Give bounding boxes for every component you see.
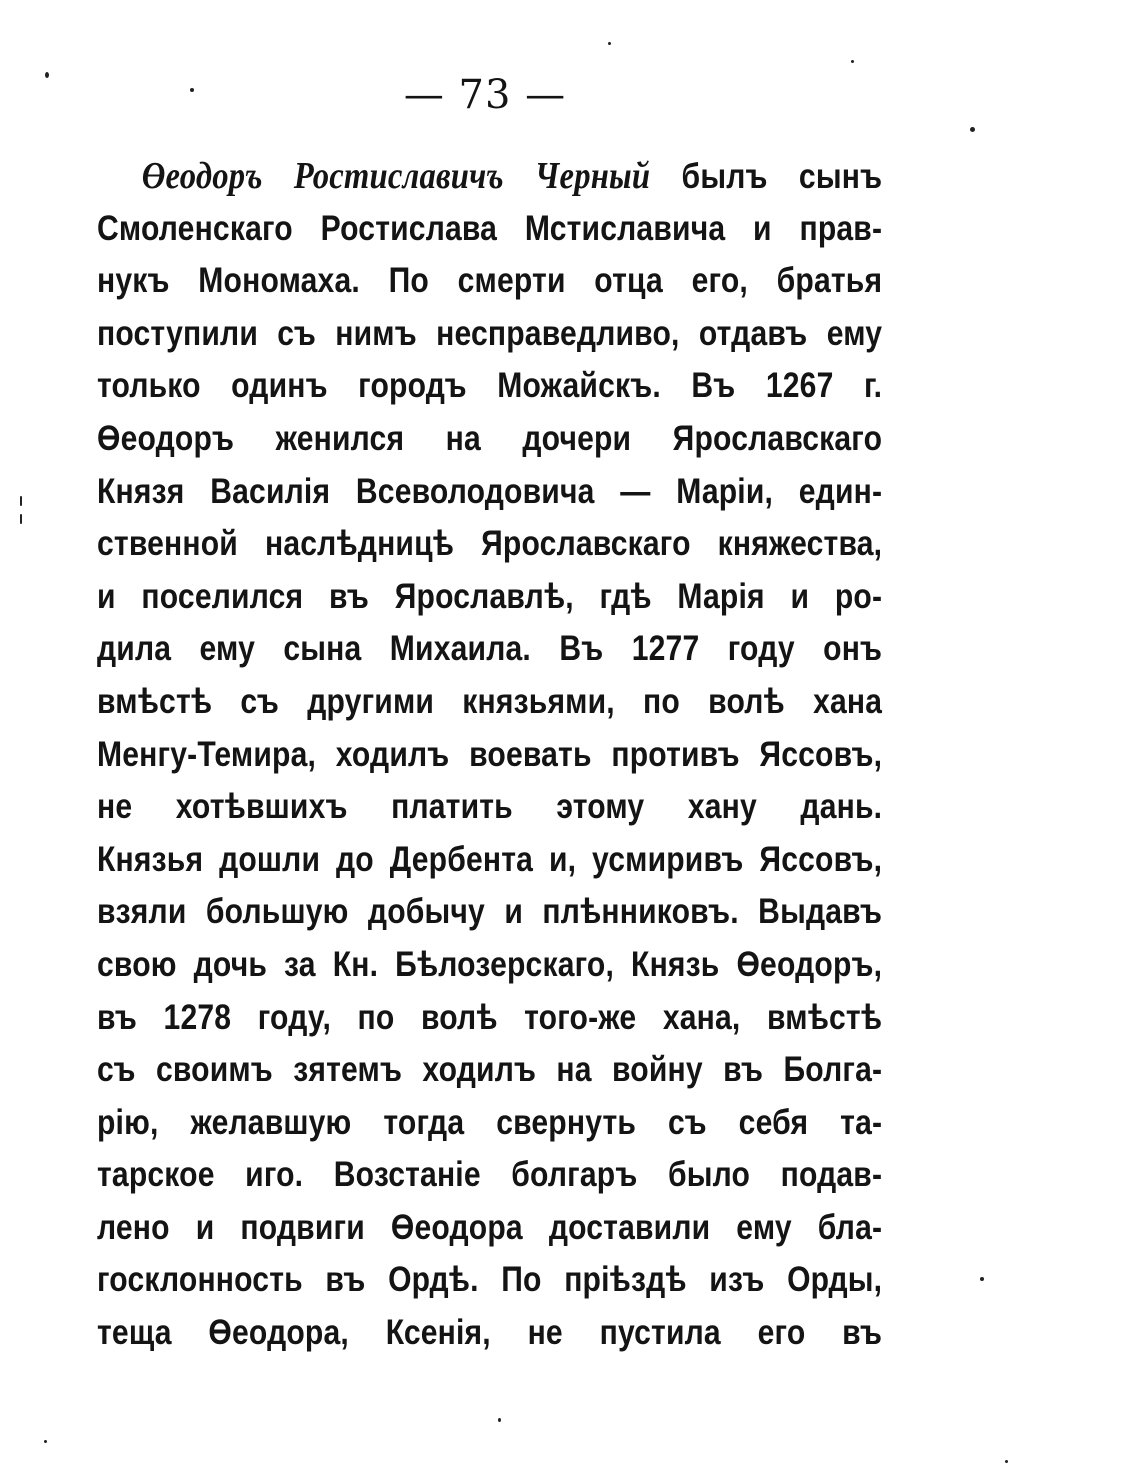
- paragraph-line: Өеодоръ женился на дочери Ярославскаго: [97, 418, 883, 458]
- paragraph-line: въ 1278 году, по волѣ того-же хана, вмѣстѣ: [97, 997, 883, 1037]
- scan-speck: [498, 1418, 501, 1422]
- paragraph-line: свою дочь за Кн. Бѣлозерскаго, Князь Өеодоръ,: [97, 944, 883, 984]
- line-text: былъ сынъ: [650, 157, 883, 196]
- paragraph-line: вмѣстѣ съ другими князьями, по волѣ хана: [97, 681, 883, 721]
- scan-speck: [20, 514, 22, 524]
- paragraph-line: только одинъ городъ Можайскъ. Въ 1267 г.: [97, 366, 883, 406]
- paragraph-line: теща Өеодора, Ксенія, не пустила его въ: [97, 1313, 883, 1353]
- paragraph-line: Менгу-Темира, ходилъ воевать противъ Яссовъ,: [97, 734, 883, 774]
- paragraph-line: лено и подвиги Өеодора доставили ему бла-: [97, 1207, 883, 1247]
- paragraph-line: Смоленскаго Ростислава Мстиславича и прав-: [97, 208, 883, 248]
- scan-speck: [1005, 1460, 1008, 1463]
- paragraph-line: нукъ Мономаха. По смерти отца его, братья: [97, 261, 883, 301]
- page-number: — 73 —: [403, 72, 567, 118]
- paragraph: [97, 150, 882, 1360]
- scan-speck: [851, 60, 854, 63]
- paragraph-line: не хотѣвшихъ платить этому хану дань.: [97, 787, 883, 827]
- paragraph-line: тарское иго. Возстаніе болгаръ было подав-: [97, 1155, 883, 1195]
- paragraph-line: [97, 150, 882, 203]
- scan-speck: [20, 496, 22, 506]
- scan-speck: [44, 1440, 47, 1443]
- scan-speck: [190, 88, 194, 92]
- paragraph-line: взяли большую добычу и плѣнниковъ. Выдавъ: [97, 892, 883, 932]
- scan-speck: [980, 1277, 984, 1281]
- paragraph-line: дила ему сына Михаила. Въ 1277 году онъ: [97, 629, 883, 669]
- paragraph-line: рію, желавшую тогда свернуть съ себя та-: [97, 1102, 883, 1142]
- paragraph-line: Князья дошли до Дербента и, усмиривъ Яссовъ,: [97, 839, 883, 879]
- paragraph-line: поступили съ нимъ несправедливо, отдавъ ему: [97, 313, 883, 353]
- paragraph-line: ственной наслѣдницѣ Ярославскаго княжества,: [97, 524, 883, 564]
- paragraph-line: Князя Василія Всеволодовича — Маріи, един-: [97, 471, 883, 511]
- scan-speck: [45, 72, 49, 78]
- scan-speck: [970, 127, 975, 132]
- paragraph-line: госклонность въ Ордѣ. По пріѣздѣ изъ Орды,: [97, 1260, 883, 1300]
- paragraph-line: съ своимъ зятемъ ходилъ на войну въ Болга-: [97, 1050, 883, 1090]
- lead-name: Өеодоръ Ростиславичъ Черный: [141, 155, 651, 197]
- scan-speck: [608, 42, 611, 45]
- paragraph-line: и поселился въ Ярославлѣ, гдѣ Марія и ро-: [97, 576, 883, 616]
